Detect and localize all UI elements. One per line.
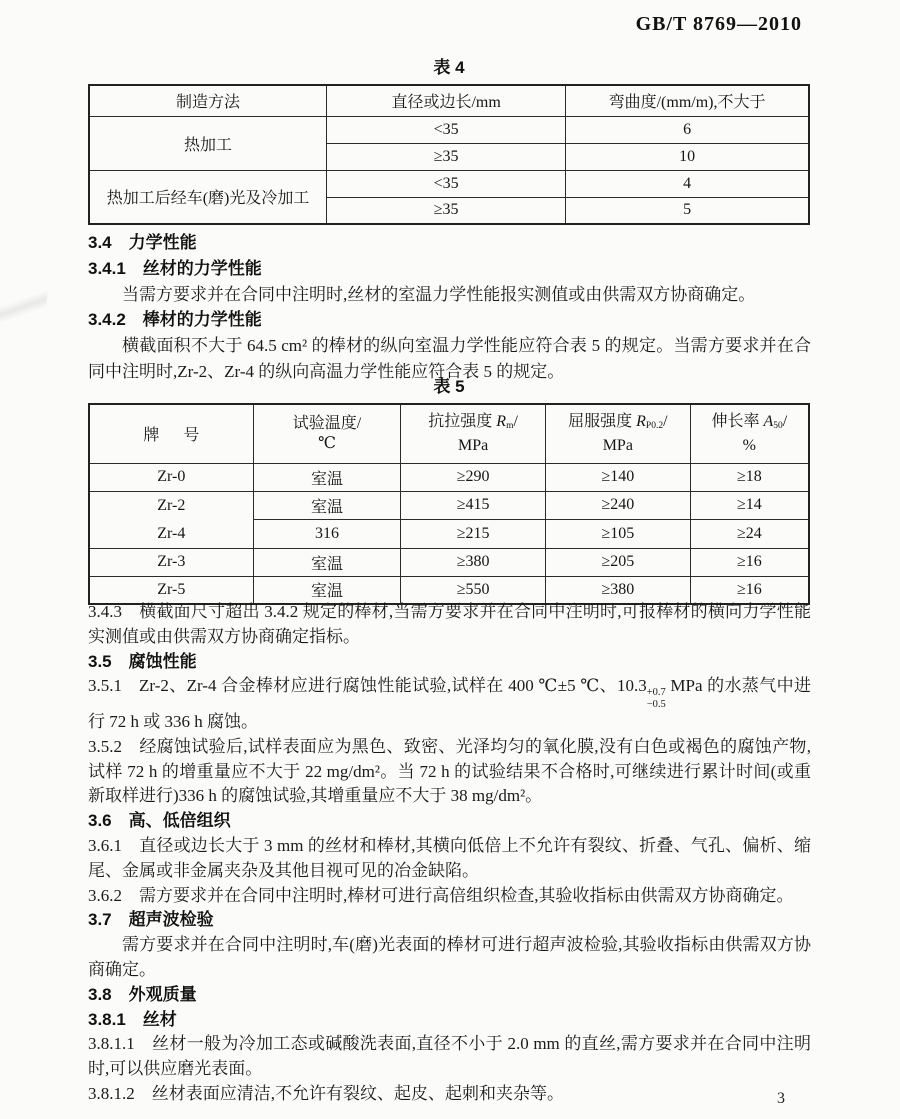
para-3-7: 需方要求并在合同中注明时,车(磨)光表面的棒材可进行超声波检验,其验收指标由供需双方协商确定。 [88, 935, 811, 980]
label: 抗拉强度 [428, 412, 497, 430]
tolerance-lower: −0.5 [646, 698, 666, 710]
table-cell: ≥550 [401, 576, 546, 604]
table-row [89, 116, 809, 143]
t5-header-temp [253, 404, 401, 463]
tolerance-upper: +0.7 [646, 687, 666, 699]
table-5 [88, 403, 810, 605]
table4-header-row [89, 85, 809, 116]
table-cell: ≥105 [545, 520, 690, 549]
table5-section [88, 377, 810, 605]
symbol-R: R [496, 412, 507, 430]
table4-title: 表 4 [433, 58, 465, 77]
t5-header-elongation-unit: % [742, 436, 756, 454]
table5-title: 表 5 [433, 377, 465, 396]
table-4 [88, 84, 810, 225]
scan-smudge-artifact [0, 260, 51, 354]
tolerance-stack [647, 687, 666, 710]
symbol-A: A [763, 412, 774, 430]
t5-grade-zr3: Zr-3 [89, 548, 253, 576]
t5-grade-zr5: Zr-5 [89, 576, 253, 604]
t5-header-yield-unit: MPa [602, 436, 633, 454]
table-cell: 室温 [253, 463, 401, 491]
subscript: m [506, 420, 514, 431]
table-cell: 4 [566, 170, 809, 197]
table5-header-row [89, 404, 809, 463]
heading-3-8: 3.8 外观质量 [88, 984, 197, 1004]
table-cell: ≥380 [401, 548, 546, 576]
table-cell: ≥14 [690, 491, 809, 520]
slash: / [782, 412, 788, 430]
t5-grade-zr4: Zr-4 [157, 524, 186, 542]
label: 伸长率 [711, 412, 764, 430]
table-cell: ≥16 [690, 548, 809, 576]
table-cell: ≥24 [690, 520, 809, 549]
t4-header-bend: 弯曲度/(mm/m),不大于 [566, 85, 809, 116]
table-cell: <35 [327, 116, 566, 143]
table-row [89, 491, 809, 520]
subscript: P0.2 [645, 420, 664, 431]
section-3-4-text [88, 230, 811, 385]
t5-header-temp-l2: ℃ [318, 434, 336, 452]
table-cell: ≥415 [401, 491, 546, 520]
table-cell: 316 [253, 520, 401, 549]
t5-header-temp-l1: 试验温度/ [292, 414, 362, 432]
slash: / [663, 412, 668, 430]
t5-header-grade: 牌 号 [89, 404, 253, 463]
t5-header-elongation [690, 404, 809, 463]
para-3-8-1-1: 3.8.1.1 丝材一般为冷加工态或碱酸洗表面,直径不小于 2.0 mm 的直丝,需方要求并在合同中注明时,可以供应磨光表面。 [88, 1034, 811, 1079]
table-cell: ≥380 [545, 576, 690, 604]
table-cell: ≥35 [327, 143, 566, 170]
t5-header-tensile [401, 404, 546, 463]
table-cell: 室温 [253, 548, 401, 576]
t5-grade-zr2-zr4 [89, 491, 253, 548]
table4-section [88, 58, 810, 225]
heading-3-6: 3.6 高、低倍组织 [88, 811, 231, 831]
t4-header-method: 制造方法 [89, 85, 327, 116]
table-cell: ≥18 [690, 463, 809, 491]
table-cell: ≥215 [401, 520, 546, 549]
standard-number: GB/T 8769—2010 [635, 13, 802, 35]
table-cell: <35 [327, 170, 566, 197]
t4-header-size: 直径或边长/mm [327, 85, 566, 116]
subscript: 50 [773, 420, 783, 431]
para-3-4-3: 3.4.3 横截面尺寸超出 3.4.2 规定的棒材,当需方要求并在合同中注明时,可报棒材的横向力学性能实测值或由供需双方协商确定指标。 [88, 602, 811, 646]
table-cell: 室温 [253, 491, 401, 520]
para-3-4-2: 横截面积不大于 64.5 cm² 的棒材的纵向室温力学性能应符合表 5 的规定。当需方要求并在合同中注明时,Zr-2、Zr-4 的纵向高温力学性能应符合表 5 的规定。 [88, 336, 811, 381]
heading-3-4-1: 3.4.1 丝材的力学性能 [88, 258, 262, 278]
t5-header-elongation-l1 [693, 412, 806, 436]
t5-header-tensile-l1 [403, 412, 543, 436]
t5-grade-zr0: Zr-0 [89, 463, 253, 491]
para-3-6-1: 3.6.1 直径或边长大于 3 mm 的丝材和棒材,其横向低倍上不允许有裂纹、折叠、气孔、偏析、缩尾、金属或非金属夹杂及其他目视可见的冶金缺陷。 [88, 836, 811, 880]
table-cell: ≥35 [327, 197, 566, 224]
heading-3-4: 3.4 力学性能 [88, 233, 197, 252]
table-cell: ≥205 [545, 548, 690, 576]
t5-header-yield [545, 404, 690, 463]
slash: / [513, 412, 518, 430]
para-3-4-1: 当需方要求并在合同中注明时,丝材的室温力学性能报实测值或由供需双方协商确定。 [122, 284, 756, 304]
para-3-8-1-2: 3.8.1.2 丝材表面应清洁,不允许有裂纹、起皮、起刺和夹杂等。 [88, 1084, 564, 1103]
table-row [89, 170, 809, 197]
t4-method-hot: 热加工 [89, 116, 327, 170]
heading-3-4-2: 3.4.2 棒材的力学性能 [88, 310, 262, 330]
label: 屈服强度 [568, 412, 637, 430]
heading-3-7: 3.7 超声波检验 [88, 910, 214, 930]
sections-3-4-3-to-3-8 [88, 600, 811, 1107]
table-row [89, 463, 809, 491]
table-cell: 5 [566, 197, 809, 224]
table-cell: ≥290 [401, 463, 546, 491]
table-cell: ≥140 [545, 463, 690, 491]
t5-header-tensile-unit: MPa [457, 436, 489, 454]
para-3-5-1-text-end: MPa 的水蒸气中进行 72 h 或 336 h 腐蚀。 [88, 676, 811, 732]
para-3-5-2: 3.5.2 经腐蚀试验后,试样表面应为黑色、致密、光泽均匀的氧化膜,没有白色或褐色的腐蚀产物,试样 72 h 的增重量应不大于 22 mg/dm²。当 72 h 的试验结果不合格时,可继续进行累计时间(或重新取样进行)336 h 的腐蚀试验,其增重量应不大于 38 mg/dm²。 [88, 736, 811, 806]
t5-grade-zr2: Zr-2 [157, 496, 186, 514]
t5-header-yield-l1 [548, 412, 688, 436]
heading-3-8-1: 3.8.1 丝材 [88, 1009, 177, 1029]
table-cell: ≥16 [690, 576, 809, 604]
table-cell: ≥240 [545, 491, 690, 520]
para-3-5-1-text: 3.5.1 Zr-2、Zr-4 合金棒材应进行腐蚀性能试验,试样在 400 ℃±5 ℃、10.3 [88, 676, 647, 696]
table-cell: 6 [566, 116, 809, 143]
para-3-6-2: 3.6.2 需方要求并在合同中注明时,棒材可进行高倍组织检查,其验收指标由供需双方协商确定。 [88, 885, 794, 905]
table-cell: 10 [566, 143, 809, 170]
page-number: 3 [777, 1090, 785, 1107]
table-cell: 室温 [253, 576, 401, 604]
symbol-R: R [636, 412, 646, 430]
table-row [89, 548, 809, 576]
para-3-5-1 [88, 674, 811, 734]
t4-method-machined: 热加工后经车(磨)光及冷加工 [89, 170, 327, 224]
heading-3-5: 3.5 腐蚀性能 [88, 651, 197, 671]
